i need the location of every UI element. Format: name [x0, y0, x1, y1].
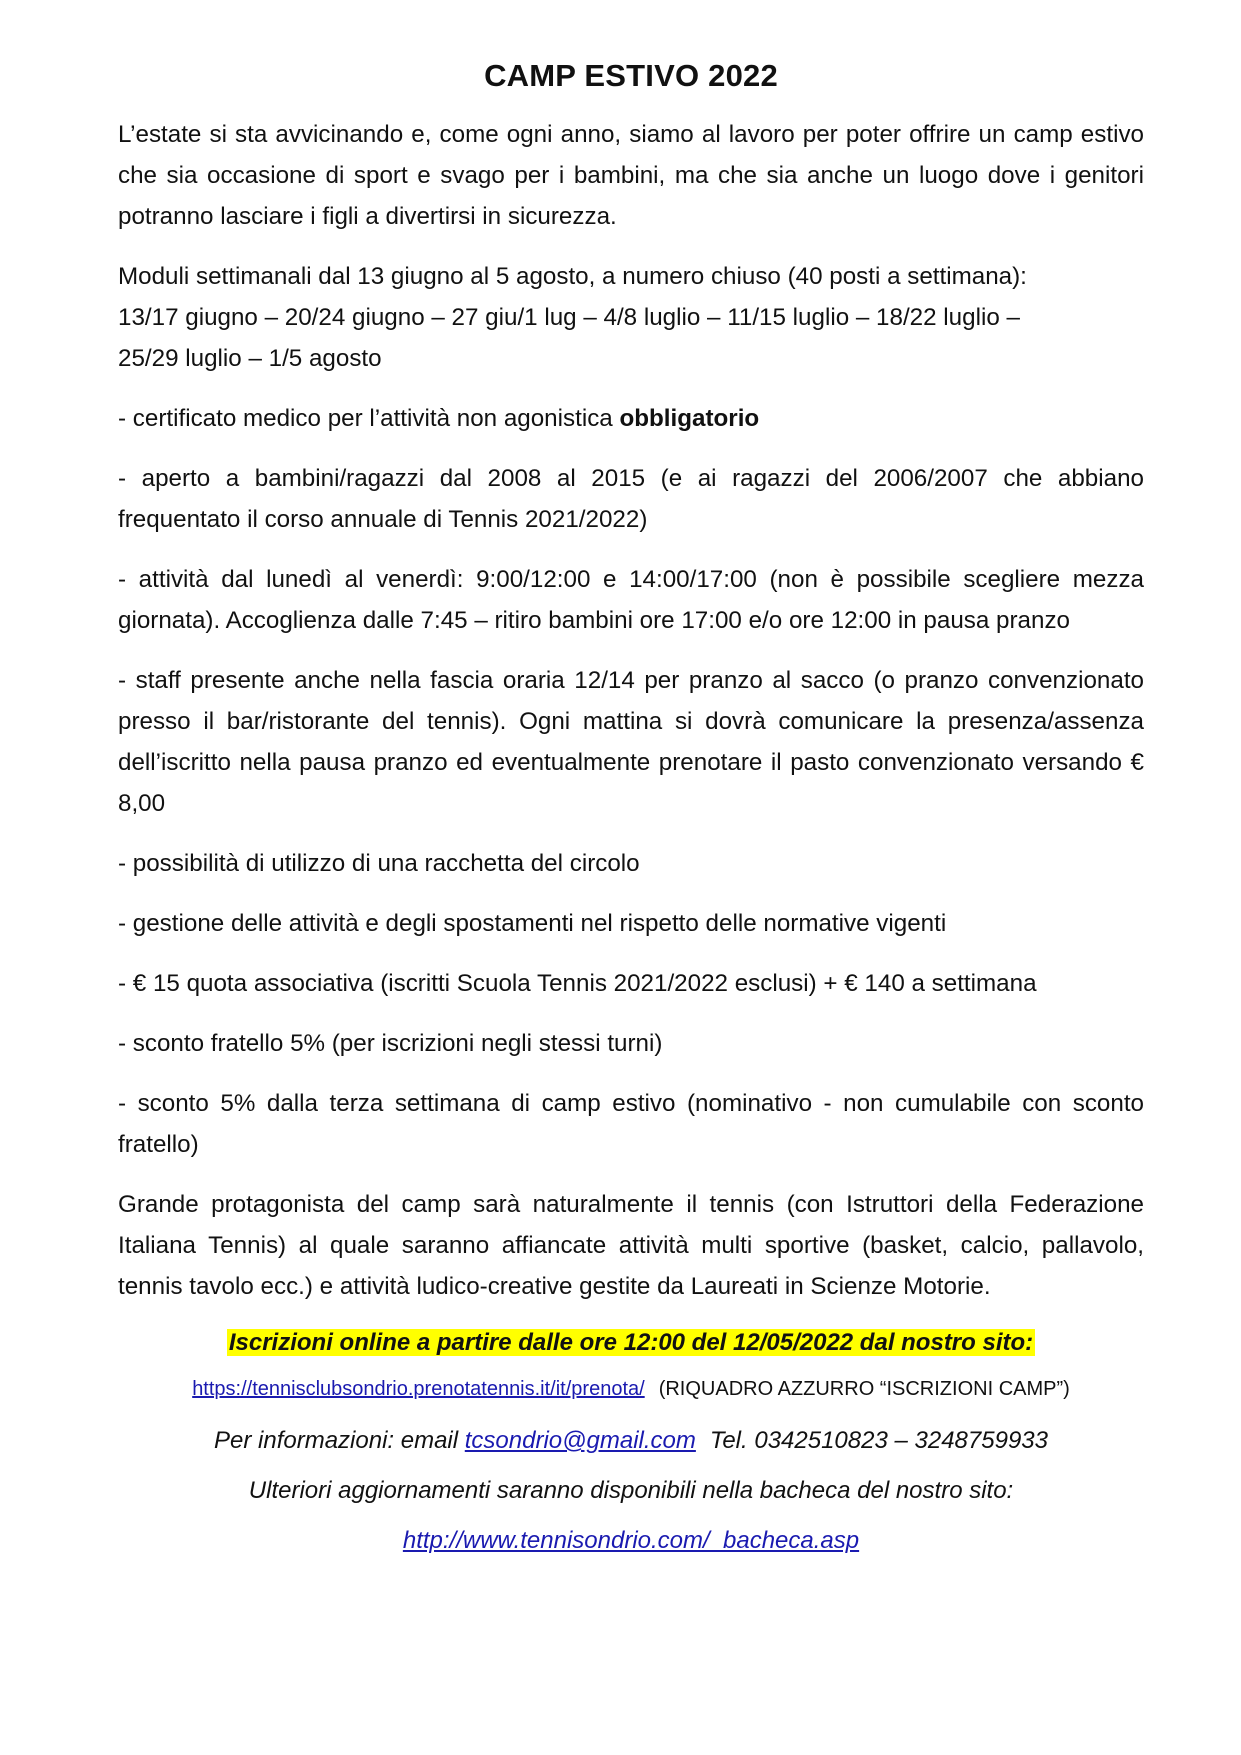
intro-paragraph: L’estate si sta avvicinando e, come ogni anno, siamo al lavoro per poter offrire un camp estivo che sia occasione di sport e svago per i bambini, ma che sia anche un luogo dove i genitori potranno lasciare i figli a divertirsi in sicurezza. [118, 121, 1144, 230]
item-fee: - € 15 quota associativa (iscritti Scuola Tennis 2021/2022 esclusi) + € 140 a settimana [118, 970, 1037, 997]
contact-prefix: Per informazioni: email [214, 1427, 465, 1454]
item-staff: - staff presente anche nella fascia oraria 12/14 per pranzo al sacco (o pranzo convenzionato presso il bar/ristorante del tennis). Ogni mattina si dovrà comunicare la presenza/assenza dell’iscritto nella pausa pranzo ed eventualmente prenotare il pasto convenzionato versando € 8,00 [118, 667, 1144, 817]
item-certificate [118, 398, 1144, 439]
registration-link-line [118, 1374, 1144, 1404]
item-open-to: - aperto a bambini/ragazzi dal 2008 al 2015 (e ai ragazzi del 2006/2007 che abbiano frequentato il corso annuale di Tennis 2021/2022) [118, 465, 1144, 533]
item-third-week-discount: - sconto 5% dalla terza settimana di camp estivo (nominativo - non cumulabile con sconto fratello) [118, 1090, 1144, 1158]
certificate-text: - certificato medico per l’attività non agonistica [118, 405, 620, 432]
registration-banner [118, 1326, 1144, 1360]
item-racket: - possibilità di utilizzo di una racchetta del circolo [118, 850, 640, 877]
item-schedule: - attività dal lunedì al venerdì: 9:00/12:00 e 14:00/17:00 (non è possibile scegliere mezza giornata). Accoglienza dalle 7:45 – ritiro bambini ore 17:00 e/o ore 12:00 in pausa pranzo [118, 566, 1144, 634]
item-management: - gestione delle attività e degli spostamenti nel rispetto delle normative vigenti [118, 910, 947, 937]
modules-line-2: 13/17 giugno – 20/24 giugno – 27 giu/1 lug – 4/8 luglio – 11/15 luglio – 18/22 luglio – [118, 304, 1020, 331]
document-page [118, 58, 1144, 1572]
modules-paragraph [118, 256, 1144, 379]
contact-email-link[interactable]: tcsondrio@gmail.com [464, 1427, 696, 1454]
updates-line: Ulteriori aggiornamenti saranno disponibili nella bacheca del nostro sito: [248, 1477, 1014, 1504]
modules-line-1: Moduli settimanali dal 13 giugno al 5 agosto, a numero chiuso (40 posti a settimana): [118, 263, 1027, 290]
contact-line [118, 1422, 1144, 1460]
page-title: CAMP ESTIVO 2022 [484, 58, 778, 93]
updates-link-line [118, 1522, 1144, 1560]
certificate-required: obbligatorio [619, 405, 760, 432]
item-sibling-discount: - sconto fratello 5% (per iscrizioni negli stessi turni) [118, 1030, 663, 1057]
registration-highlight: Iscrizioni online a partire dalle ore 12:00 del 12/05/2022 dal nostro sito: [228, 1329, 1034, 1356]
updates-link[interactable]: http://www.tennisondrio.com/_bacheca.asp [402, 1527, 860, 1554]
registration-link[interactable]: https://tennisclubsondrio.prenotatennis.it/it/prenota/ [192, 1378, 645, 1400]
modules-line-3: 25/29 luglio – 1/5 agosto [118, 345, 382, 372]
registration-note: (RIQUADRO AZZURRO “ISCRIZIONI CAMP”) [658, 1378, 1070, 1400]
closing-paragraph: Grande protagonista del camp sarà naturalmente il tennis (con Istruttori della Federazione Italiana Tennis) al quale saranno affiancate attività multi sportive (basket, calcio, pallavolo, tennis tavolo ecc.) e attività ludico-creative gestite da Laureati in Scienze Motorie. [118, 1191, 1144, 1300]
contact-phone: Tel. 0342510823 – 3248759933 [709, 1427, 1048, 1454]
